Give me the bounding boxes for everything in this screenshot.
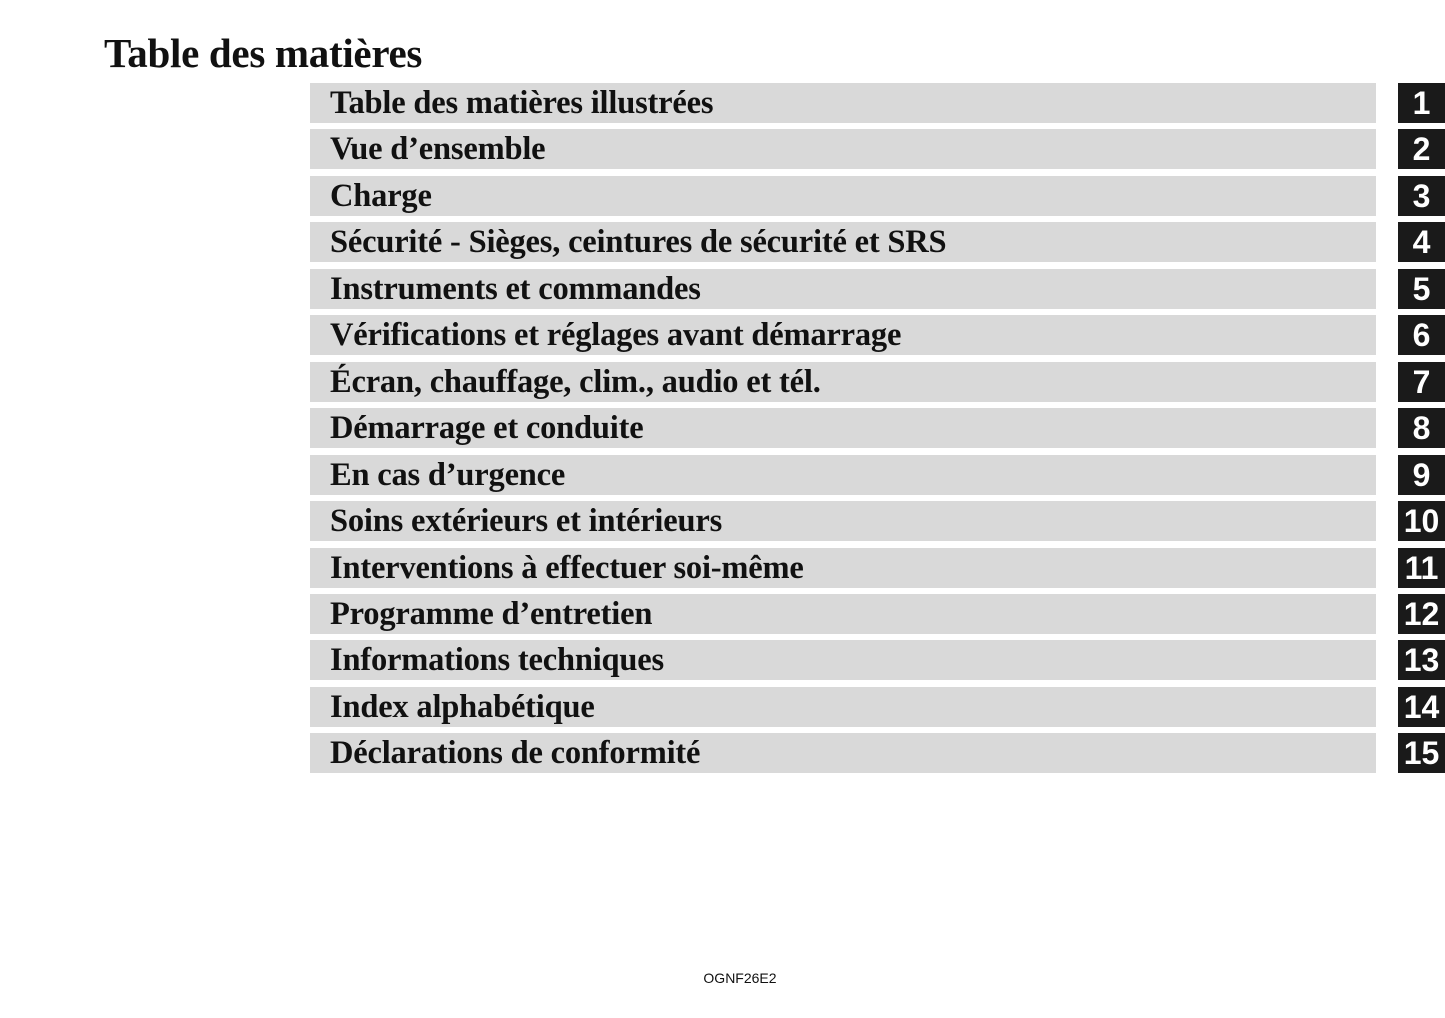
chapter-number-tab[interactable]: 14 — [1398, 687, 1445, 727]
chapter-number-tab[interactable]: 3 — [1398, 176, 1445, 216]
toc-item-label: Vue d’ensemble — [330, 131, 546, 167]
chapter-number-tab[interactable]: 12 — [1398, 594, 1445, 634]
chapter-number-tab[interactable]: 2 — [1398, 129, 1445, 169]
toc-item-label: Charge — [330, 178, 432, 214]
toc-item-label: Soins extérieurs et intérieurs — [330, 503, 723, 539]
toc-item-3[interactable] — [0, 176, 1445, 216]
toc-item-bar — [310, 176, 1376, 216]
chapter-number-tab[interactable]: 4 — [1398, 222, 1445, 262]
chapter-number-tab[interactable]: 7 — [1398, 362, 1445, 402]
toc-item-label: Index alphabétique — [330, 689, 595, 725]
toc-item-15[interactable] — [0, 733, 1445, 773]
chapter-number-tab[interactable]: 5 — [1398, 269, 1445, 309]
toc-item-5[interactable] — [0, 269, 1445, 309]
toc-item-label: Instruments et commandes — [330, 271, 701, 307]
toc-item-label: Interventions à effectuer soi-même — [330, 550, 804, 586]
chapter-number-tab[interactable]: 11 — [1398, 548, 1445, 588]
toc-item-label: Démarrage et conduite — [330, 410, 644, 446]
chapter-number-tab[interactable]: 13 — [1398, 640, 1445, 680]
toc-item-label: Programme d’entretien — [330, 596, 653, 632]
chapter-number-tab[interactable]: 8 — [1398, 408, 1445, 448]
toc-item-14[interactable] — [0, 687, 1445, 727]
toc-item-10[interactable] — [0, 501, 1445, 541]
toc-item-2[interactable] — [0, 129, 1445, 169]
toc-item-label: Vérifications et réglages avant démarrage — [330, 317, 902, 353]
toc-item-label: Déclarations de conformité — [330, 735, 701, 771]
toc-item-8[interactable] — [0, 408, 1445, 448]
document-code: OGNF26E2 — [703, 970, 777, 986]
chapter-number-tab[interactable]: 9 — [1398, 455, 1445, 495]
toc-item-label: En cas d’urgence — [330, 457, 566, 493]
toc-item-12[interactable] — [0, 594, 1445, 634]
chapter-number-tab[interactable]: 10 — [1398, 501, 1445, 541]
toc-item-label: Écran, chauffage, clim., audio et tél. — [330, 364, 821, 400]
toc-item-label: Sécurité - Sièges, ceintures de sécurité et SRS — [330, 224, 947, 260]
toc-item-1[interactable] — [0, 83, 1445, 123]
toc-item-label: Table des matières illustrées — [330, 85, 714, 121]
toc-item-11[interactable] — [0, 548, 1445, 588]
chapter-number-tab[interactable]: 15 — [1398, 733, 1445, 773]
page-title: Table des matières — [104, 30, 423, 76]
toc-item-13[interactable] — [0, 640, 1445, 680]
toc-item-6[interactable] — [0, 315, 1445, 355]
chapter-number-tab[interactable]: 6 — [1398, 315, 1445, 355]
toc-item-label: Informations techniques — [330, 642, 664, 678]
toc-item-9[interactable] — [0, 455, 1445, 495]
toc-item-4[interactable] — [0, 222, 1445, 262]
chapter-number-tab[interactable]: 1 — [1398, 83, 1445, 123]
toc-item-7[interactable] — [0, 362, 1445, 402]
